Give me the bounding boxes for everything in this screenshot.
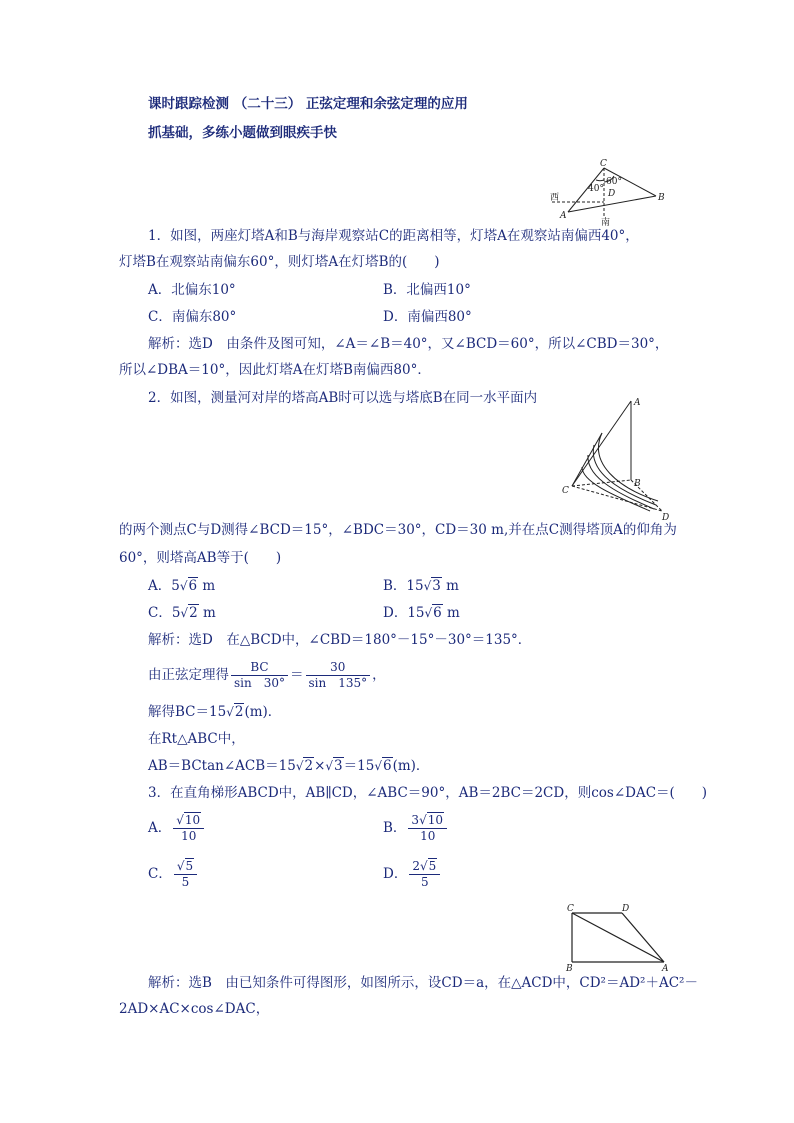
q2-fig-label-b: B: [634, 479, 641, 489]
q2-solution-line3: 解得BC＝15√2(m)．: [148, 704, 282, 720]
q1-fig-label-d: D: [608, 189, 616, 199]
q1-fig-label-south: 南: [601, 218, 611, 228]
q2-option-c: C．5√2 m: [148, 605, 216, 621]
q2-option-b: B．15√3 m: [383, 578, 459, 594]
q2-stem-line1: 2．如图，测量河对岸的塔高AB时可以选与塔底B在同一水平面内: [148, 390, 538, 406]
q3-solution-line1: 解析：选B 由已知条件可得图形，如图所示，设CD＝a，在△ACD中，CD²＝AD²＋AC²－: [148, 975, 698, 991]
q3-figure: [562, 902, 674, 974]
q1-stem-line1: 1．如图，两座灯塔A和B与海岸观察站C的距离相等，灯塔A在观察站南偏西40°，: [148, 228, 639, 244]
q1-fig-label-ang60: 60°: [606, 177, 622, 187]
q3-solution-line2: 2AD×AC×cos∠DAC，: [119, 1001, 270, 1017]
q2-stem-line2: 的两个测点C与D测得∠BCD＝15°，∠BDC＝30°，CD＝30 m,并在点C测得塔顶A的仰角为: [119, 522, 677, 538]
page-title: 课时跟踪检测 （二十三） 正弦定理和余弦定理的应用: [148, 96, 468, 112]
q2-fig-label-d: D: [662, 513, 670, 523]
q3-option-d: D． $\frac{2√5}{5}$: [383, 856, 442, 892]
q3-fig-label-a: A: [662, 964, 669, 974]
q3-option-a: A． $\frac{√10}{10}$: [148, 810, 206, 846]
q3-fig-label-d: D: [622, 904, 630, 914]
q2-fig-label-a: A: [634, 398, 641, 408]
q2-fraction-2: $\frac{30}{\sin 135^\circ}$: [306, 660, 371, 691]
q3-option-c: C． $\frac{√5}{5}$: [148, 856, 199, 892]
q2-solution-sine-law: 由正弦定理得 $\frac{BC}{\sin 30^\circ}$ ＝ $\frac{30}{\sin 135^\circ}$ ，: [148, 660, 386, 690]
q1-fig-label-a: A: [560, 211, 567, 221]
q2-solution-line5: AB＝BCtan∠ACB＝15√2×√3＝15√6(m)．: [148, 758, 430, 774]
q3-stem: 3．在直角梯形ABCD中，AB∥CD，∠ABC＝90°，AB＝2BC＝2CD，则cos∠DAC＝( ): [148, 785, 708, 801]
q2-figure: [558, 393, 673, 523]
q1-option-a: A．北偏东10°: [148, 282, 236, 298]
q2-fraction-1: $\frac{BC}{\sin 30^\circ}$: [231, 660, 288, 691]
q2-solution-line4: 在Rt△ABC中，: [148, 731, 245, 747]
q1-fig-label-ang40: 40°: [588, 184, 604, 194]
q2-stem-line3: 60°，则塔高AB等于( ): [119, 550, 282, 566]
q2-option-a: A．5√6 m: [148, 578, 216, 594]
q3-fig-label-b: B: [566, 964, 573, 974]
q1-stem-line2: 灯塔B在观察站南偏东60°，则灯塔A在灯塔B的( ): [119, 254, 440, 270]
q2-option-d: D．15√6 m: [383, 605, 460, 621]
section-subtitle: 抓基础，多练小题做到眼疾手快: [148, 125, 337, 141]
q2-fig-label-c: C: [562, 486, 569, 496]
q3-option-b: B． $\frac{3√10}{10}$: [383, 810, 449, 846]
q2-solution-line1: 解析：选D 在△BCD中，∠CBD＝180°－15°－30°＝135°．: [148, 632, 532, 648]
q1-solution-line2: 所以∠DBA＝10°，因此灯塔A在灯塔B南偏西80°．: [119, 362, 431, 378]
q3-fig-label-c: C: [567, 904, 574, 914]
q1-figure: [548, 158, 668, 228]
q1-fig-label-c: C: [600, 159, 607, 169]
q1-option-d: D．南偏西80°: [383, 309, 472, 325]
q1-fig-label-west: 西: [550, 193, 560, 203]
q1-option-b: B．北偏西10°: [383, 282, 471, 298]
q1-option-c: C．南偏东80°: [148, 309, 237, 325]
q1-fig-label-b: B: [658, 193, 665, 203]
q1-solution-line1: 解析：选D 由条件及图可知，∠A＝∠B＝40°，又∠BCD＝60°，所以∠CBD＝30°，: [148, 336, 669, 352]
